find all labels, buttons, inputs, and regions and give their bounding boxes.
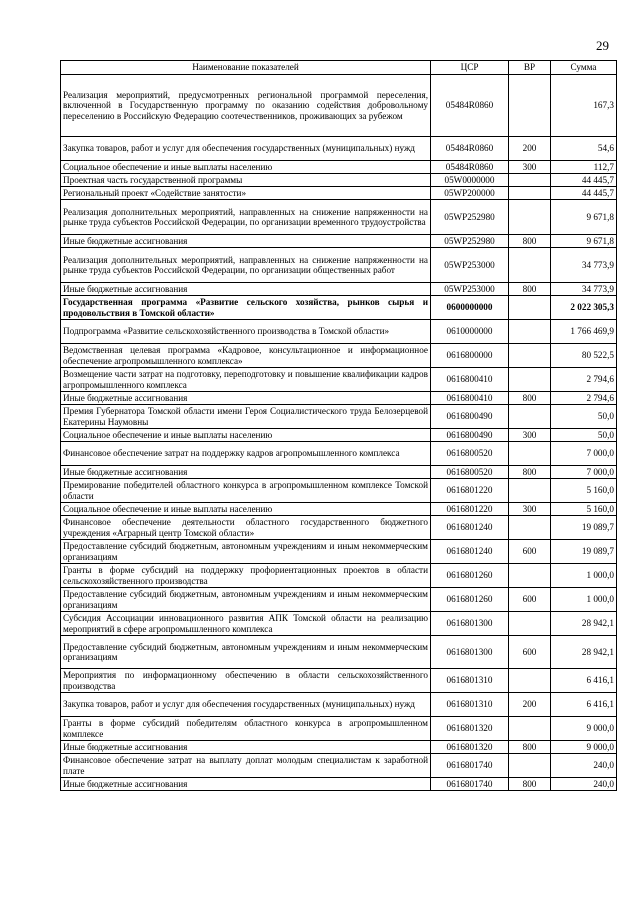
cell-sum: 50,0 [551, 405, 617, 429]
header-name: Наименование показателей [61, 61, 431, 75]
cell-csr: 0616800000 [431, 344, 509, 368]
cell-sum: 6 416,1 [551, 669, 617, 693]
table-row [61, 503, 617, 516]
table-row [61, 741, 617, 754]
cell-csr: 0616800490 [431, 405, 509, 429]
cell-vr: 300 [509, 429, 551, 442]
table-row [61, 778, 617, 791]
cell-csr: 0616800410 [431, 392, 509, 405]
cell-name: Региональный проект «Содействие занятости» [61, 187, 431, 200]
table-row [61, 429, 617, 442]
cell-vr: 600 [509, 588, 551, 612]
cell-name: Социальное обеспечение и иные выплаты населению [61, 429, 431, 442]
cell-csr: 05WP253000 [431, 283, 509, 296]
cell-name: Реализация дополнительных мероприятий, направленных на снижение напряженности на рынке труда субъектов Российской Федерации, по организации общественных работ [61, 248, 431, 283]
cell-name: Иные бюджетные ассигнования [61, 392, 431, 405]
cell-vr [509, 344, 551, 368]
cell-sum: 112,7 [551, 161, 617, 174]
cell-csr: 05WP253000 [431, 248, 509, 283]
table-row [61, 283, 617, 296]
cell-sum: 9 000,0 [551, 717, 617, 741]
cell-csr: 0616801260 [431, 588, 509, 612]
cell-csr: 0616800410 [431, 368, 509, 392]
cell-name: Предоставление субсидий бюджетным, автономным учреждениям и иным некоммерческим организациям [61, 588, 431, 612]
cell-name: Социальное обеспечение и иные выплаты населению [61, 503, 431, 516]
table-row [61, 636, 617, 669]
cell-vr: 600 [509, 636, 551, 669]
table-row [61, 564, 617, 588]
cell-csr: 0616801320 [431, 741, 509, 754]
cell-csr: 0616801220 [431, 503, 509, 516]
cell-vr: 800 [509, 466, 551, 479]
cell-vr [509, 248, 551, 283]
cell-vr: 200 [509, 693, 551, 717]
cell-vr: 800 [509, 392, 551, 405]
cell-name: Премирование победителей областного конкурса в агропромышленном комплексе Томской области [61, 479, 431, 503]
cell-name: Гранты в форме субсидий на поддержку профориентационных проектов в области сельскохозяйственного производства [61, 564, 431, 588]
table-row [61, 296, 617, 320]
cell-sum: 5 160,0 [551, 479, 617, 503]
table-row [61, 344, 617, 368]
cell-sum: 50,0 [551, 429, 617, 442]
cell-name: Премия Губернатора Томской области имени Героя Социалистического труда Белозерцевой Екатерины Наумовны [61, 405, 431, 429]
table-row [61, 320, 617, 344]
table-row [61, 368, 617, 392]
cell-vr [509, 754, 551, 778]
cell-name: Предоставление субсидий бюджетным, автономным учреждениям и иным некоммерческим организациям [61, 636, 431, 669]
cell-name: Социальное обеспечение и иные выплаты населению [61, 161, 431, 174]
cell-sum: 28 942,1 [551, 612, 617, 636]
cell-sum: 1 000,0 [551, 564, 617, 588]
cell-vr [509, 200, 551, 235]
cell-sum: 1 000,0 [551, 588, 617, 612]
table-body [61, 75, 617, 791]
cell-csr: 05484R0860 [431, 75, 509, 137]
cell-name: Государственная программа «Развитие сельского хозяйства, рынков сырья и продовольствия в Томской области» [61, 296, 431, 320]
cell-csr: 0616800520 [431, 442, 509, 466]
cell-name: Иные бюджетные ассигнования [61, 741, 431, 754]
cell-sum: 2 794,6 [551, 368, 617, 392]
cell-sum: 28 942,1 [551, 636, 617, 669]
cell-sum: 1 766 469,9 [551, 320, 617, 344]
cell-csr: 0616800490 [431, 429, 509, 442]
cell-vr [509, 75, 551, 137]
cell-vr [509, 669, 551, 693]
table-row [61, 479, 617, 503]
cell-name: Подпрограмма «Развитие сельскохозяйственного производства в Томской области» [61, 320, 431, 344]
table-row [61, 717, 617, 741]
header-csr: ЦСР [431, 61, 509, 75]
cell-vr [509, 174, 551, 187]
table-row [61, 187, 617, 200]
cell-csr: 05WP200000 [431, 187, 509, 200]
cell-sum: 240,0 [551, 754, 617, 778]
table-row [61, 248, 617, 283]
cell-csr: 05W0000000 [431, 174, 509, 187]
cell-name: Мероприятия по информационному обеспечению в области сельскохозяйственного производства [61, 669, 431, 693]
cell-vr [509, 612, 551, 636]
cell-vr: 800 [509, 283, 551, 296]
cell-csr: 0616801260 [431, 564, 509, 588]
table-row [61, 693, 617, 717]
cell-sum: 19 089,7 [551, 540, 617, 564]
cell-sum: 9 000,0 [551, 741, 617, 754]
cell-csr: 0616801300 [431, 636, 509, 669]
header-sum: Сумма [551, 61, 617, 75]
cell-vr: 800 [509, 235, 551, 248]
cell-csr: 0610000000 [431, 320, 509, 344]
table-row [61, 174, 617, 187]
cell-name: Финансовое обеспечение затрат на выплату доплат молодым специалистам к заработной плате [61, 754, 431, 778]
cell-csr: 0616801300 [431, 612, 509, 636]
cell-sum: 7 000,0 [551, 466, 617, 479]
table-row [61, 392, 617, 405]
page-number: 29 [596, 38, 609, 53]
cell-sum: 7 000,0 [551, 442, 617, 466]
cell-vr [509, 479, 551, 503]
cell-sum: 9 671,8 [551, 235, 617, 248]
cell-vr [509, 717, 551, 741]
cell-name: Финансовое обеспечение деятельности областного государственного бюджетного учреждения «Аграрный центр Томской области» [61, 516, 431, 540]
cell-name: Предоставление субсидий бюджетным, автономным учреждениям и иным некоммерческим организациям [61, 540, 431, 564]
table-row [61, 754, 617, 778]
budget-table [60, 60, 617, 791]
table-row [61, 516, 617, 540]
cell-csr: 05WP252980 [431, 200, 509, 235]
cell-vr: 300 [509, 503, 551, 516]
cell-vr [509, 516, 551, 540]
cell-name: Возмещение части затрат на подготовку, переподготовку и повышение квалификации кадров агропромышленного комплекса [61, 368, 431, 392]
cell-sum: 19 089,7 [551, 516, 617, 540]
cell-sum: 44 445,7 [551, 174, 617, 187]
cell-name: Проектная часть государственной программы [61, 174, 431, 187]
cell-csr: 0616801740 [431, 778, 509, 791]
table-row [61, 75, 617, 137]
cell-vr: 600 [509, 540, 551, 564]
cell-sum: 54,6 [551, 137, 617, 161]
cell-name: Ведомственная целевая программа «Кадровое, консультационное и информационное обеспечение агропромышленного комплекса» [61, 344, 431, 368]
cell-name: Закупка товаров, работ и услуг для обеспечения государственных (муниципальных) нужд [61, 693, 431, 717]
cell-csr: 0616801220 [431, 479, 509, 503]
cell-name: Закупка товаров, работ и услуг для обеспечения государственных (муниципальных) нужд [61, 137, 431, 161]
cell-sum: 2 022 305,3 [551, 296, 617, 320]
cell-sum: 167,3 [551, 75, 617, 137]
cell-sum: 240,0 [551, 778, 617, 791]
table-row [61, 137, 617, 161]
cell-vr [509, 405, 551, 429]
cell-csr: 05WP252980 [431, 235, 509, 248]
cell-name: Реализация дополнительных мероприятий, направленных на снижение напряженности на рынке труда субъектов Российской Федерации, по организации временного трудоустройства [61, 200, 431, 235]
cell-name: Финансовое обеспечение затрат на поддержку кадров агропромышленного комплекса [61, 442, 431, 466]
cell-vr [509, 320, 551, 344]
table-row [61, 540, 617, 564]
cell-vr [509, 187, 551, 200]
cell-sum: 9 671,8 [551, 200, 617, 235]
cell-vr [509, 442, 551, 466]
table-header-row [61, 61, 617, 75]
cell-sum: 44 445,7 [551, 187, 617, 200]
cell-name: Реализация мероприятий, предусмотренных региональной программой переселения, включенной в Государственную программу по оказанию содействия добровольному переселению в Российскую Федерацию соотечественников, проживающих за рубежом [61, 75, 431, 137]
cell-name: Гранты в форме субсидий победителям областного конкурса в агропромышленном комплексе [61, 717, 431, 741]
cell-name: Субсидия Ассоциации инновационного развития АПК Томской области на реализацию мероприятий в сфере агропромышленного комплекса [61, 612, 431, 636]
cell-sum: 34 773,9 [551, 283, 617, 296]
cell-csr: 05484R0860 [431, 137, 509, 161]
cell-name: Иные бюджетные ассигнования [61, 283, 431, 296]
table-row [61, 669, 617, 693]
cell-csr: 0600000000 [431, 296, 509, 320]
table-row [61, 161, 617, 174]
cell-csr: 0616801740 [431, 754, 509, 778]
cell-sum: 80 522,5 [551, 344, 617, 368]
cell-name: Иные бюджетные ассигнования [61, 466, 431, 479]
cell-vr: 300 [509, 161, 551, 174]
cell-csr: 0616800520 [431, 466, 509, 479]
table-row [61, 612, 617, 636]
cell-vr [509, 368, 551, 392]
table-row [61, 405, 617, 429]
cell-sum: 5 160,0 [551, 503, 617, 516]
cell-sum: 2 794,6 [551, 392, 617, 405]
cell-csr: 0616801320 [431, 717, 509, 741]
cell-name: Иные бюджетные ассигнования [61, 235, 431, 248]
cell-vr: 200 [509, 137, 551, 161]
cell-vr: 800 [509, 778, 551, 791]
cell-vr [509, 564, 551, 588]
cell-csr: 0616801310 [431, 669, 509, 693]
cell-sum: 34 773,9 [551, 248, 617, 283]
table-row [61, 235, 617, 248]
table-row [61, 588, 617, 612]
table-row [61, 200, 617, 235]
cell-csr: 0616801310 [431, 693, 509, 717]
table-row [61, 466, 617, 479]
cell-sum: 6 416,1 [551, 693, 617, 717]
cell-csr: 0616801240 [431, 540, 509, 564]
cell-csr: 05484R0860 [431, 161, 509, 174]
cell-vr: 800 [509, 741, 551, 754]
table-row [61, 442, 617, 466]
cell-vr [509, 296, 551, 320]
cell-name: Иные бюджетные ассигнования [61, 778, 431, 791]
cell-csr: 0616801240 [431, 516, 509, 540]
header-vr: ВР [509, 61, 551, 75]
